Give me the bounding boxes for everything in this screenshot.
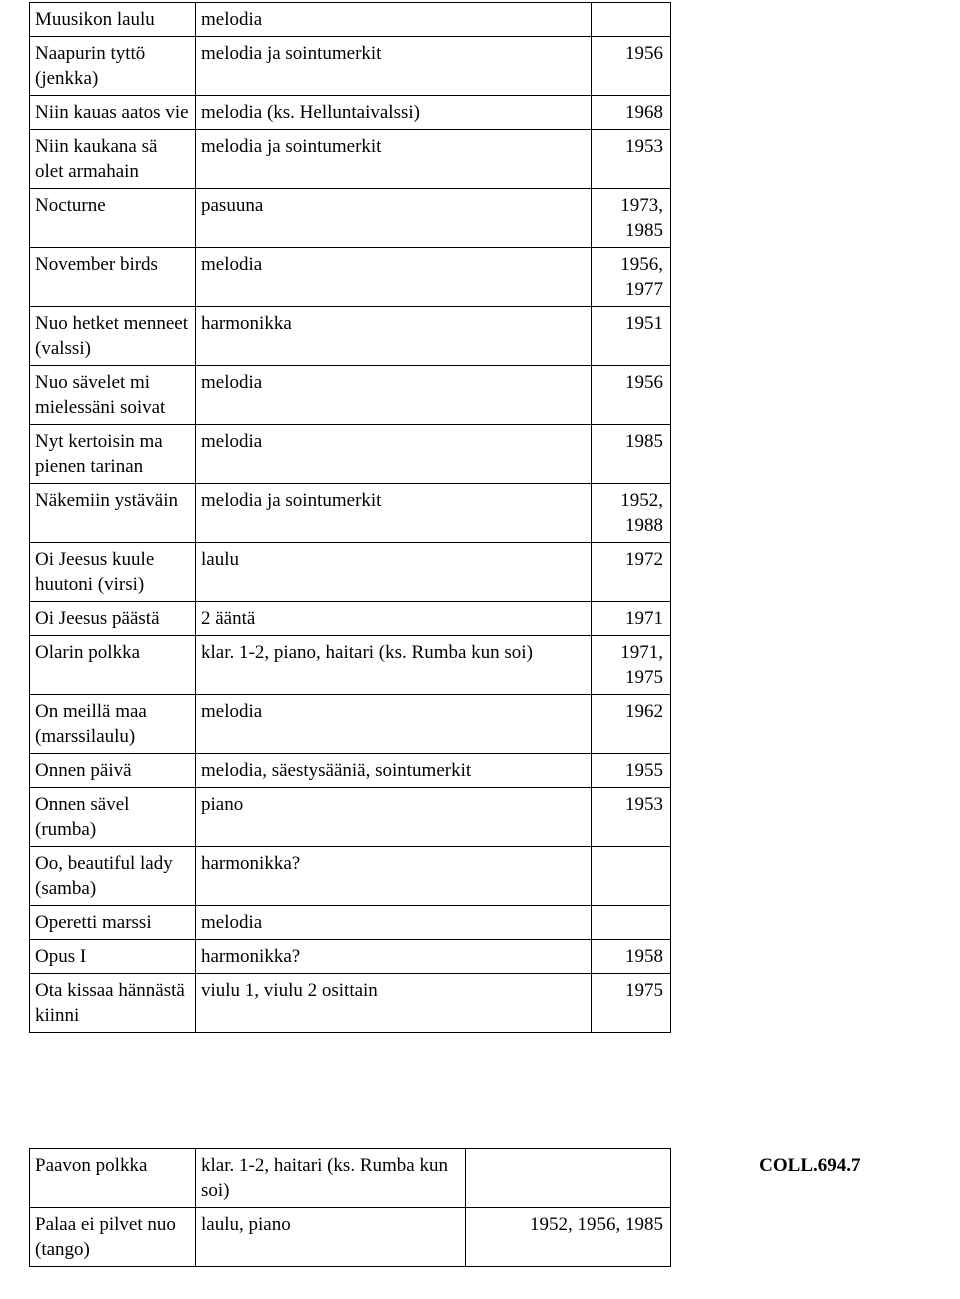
table-row	[30, 484, 671, 543]
song-title: Nuo hetket menneet (valssi)	[30, 307, 196, 366]
song-title: Naapurin tyttö (jenkka)	[30, 37, 196, 96]
table-row	[30, 940, 671, 974]
song-title: Oo, beautiful lady (samba)	[30, 847, 196, 906]
song-year: 1952, 1988	[592, 484, 671, 543]
song-year: 1985	[592, 425, 671, 484]
table-row	[30, 906, 671, 940]
table-row	[30, 847, 671, 906]
table-row	[30, 754, 671, 788]
song-year: 1971, 1975	[592, 636, 671, 695]
song-parts: klar. 1-2, piano, haitari (ks. Rumba kun soi)	[196, 636, 592, 695]
song-parts: klar. 1-2, haitari (ks. Rumba kun soi)	[196, 1149, 466, 1208]
table-row	[30, 425, 671, 484]
song-parts: melodia ja sointumerkit	[196, 484, 592, 543]
song-year: 1971	[592, 602, 671, 636]
song-parts: viulu 1, viulu 2 osittain	[196, 974, 592, 1033]
song-table-1-body	[30, 3, 671, 1033]
song-parts: harmonikka	[196, 307, 592, 366]
song-title: Palaa ei pilvet nuo (tango)	[30, 1208, 196, 1267]
collection-code: COLL.694.7	[759, 1154, 861, 1176]
song-table-2-body	[30, 1149, 861, 1267]
table-row	[30, 974, 671, 1033]
table-row	[30, 37, 671, 96]
song-year: 1956	[592, 37, 671, 96]
song-year: 1953	[592, 788, 671, 847]
song-year: 1951	[592, 307, 671, 366]
song-year	[592, 847, 671, 906]
song-title: Niin kauas aatos vie	[30, 96, 196, 130]
song-parts: melodia	[196, 248, 592, 307]
song-year: 1972	[592, 543, 671, 602]
table-row	[30, 543, 671, 602]
song-year: 1956, 1977	[592, 248, 671, 307]
song-year	[466, 1149, 671, 1208]
song-parts: melodia ja sointumerkit	[196, 37, 592, 96]
song-year: 1958	[592, 940, 671, 974]
song-year	[592, 906, 671, 940]
song-parts: melodia, säestysääniä, sointumerkit	[196, 754, 592, 788]
song-title: Nyt kertoisin ma pienen tarinan	[30, 425, 196, 484]
table-row	[30, 248, 671, 307]
table-row	[30, 602, 671, 636]
song-title: Onnen päivä	[30, 754, 196, 788]
song-year: 1973, 1985	[592, 189, 671, 248]
song-parts: melodia	[196, 906, 592, 940]
song-parts: melodia (ks. Helluntaivalssi)	[196, 96, 592, 130]
song-title: Olarin polkka	[30, 636, 196, 695]
table-row	[30, 96, 671, 130]
song-parts: harmonikka?	[196, 940, 592, 974]
song-title: Paavon polkka	[30, 1149, 196, 1208]
song-title: Nocturne	[30, 189, 196, 248]
song-parts: melodia	[196, 695, 592, 754]
table-row	[30, 307, 671, 366]
song-year: 1953	[592, 130, 671, 189]
song-table-1	[29, 2, 671, 1033]
song-title: Muusikon laulu	[30, 3, 196, 37]
table-row	[30, 788, 671, 847]
song-parts: laulu, piano	[196, 1208, 466, 1267]
song-table-2	[29, 1148, 861, 1267]
table-row	[30, 3, 671, 37]
song-parts: melodia	[196, 366, 592, 425]
song-year: 1962	[592, 695, 671, 754]
song-title: Näkemiin ystäväin	[30, 484, 196, 543]
song-title: Oi Jeesus kuule huutoni (virsi)	[30, 543, 196, 602]
song-title: Ota kissaa hännästä kiinni	[30, 974, 196, 1033]
song-year: 1956	[592, 366, 671, 425]
song-year: 1955	[592, 754, 671, 788]
table-row	[30, 636, 671, 695]
song-parts: melodia ja sointumerkit	[196, 130, 592, 189]
song-year: 1975	[592, 974, 671, 1033]
song-parts: 2 ääntä	[196, 602, 592, 636]
table-row	[30, 695, 671, 754]
song-parts: pasuuna	[196, 189, 592, 248]
song-title: On meillä maa (marssilaulu)	[30, 695, 196, 754]
song-title: Onnen sävel (rumba)	[30, 788, 196, 847]
song-title: Operetti marssi	[30, 906, 196, 940]
song-parts: harmonikka?	[196, 847, 592, 906]
table-row	[30, 130, 671, 189]
song-title: November birds	[30, 248, 196, 307]
song-year: 1952, 1956, 1985	[466, 1208, 671, 1267]
song-parts: melodia	[196, 425, 592, 484]
song-title: Oi Jeesus päästä	[30, 602, 196, 636]
table-row	[30, 366, 671, 425]
song-year	[592, 3, 671, 37]
song-parts: melodia	[196, 3, 592, 37]
table-row	[30, 1149, 861, 1208]
table-row	[30, 189, 671, 248]
song-parts: piano	[196, 788, 592, 847]
song-parts: laulu	[196, 543, 592, 602]
song-title: Opus I	[30, 940, 196, 974]
song-title: Nuo sävelet mi mielessäni soivat	[30, 366, 196, 425]
song-title: Niin kaukana sä olet armahain	[30, 130, 196, 189]
song-year: 1968	[592, 96, 671, 130]
